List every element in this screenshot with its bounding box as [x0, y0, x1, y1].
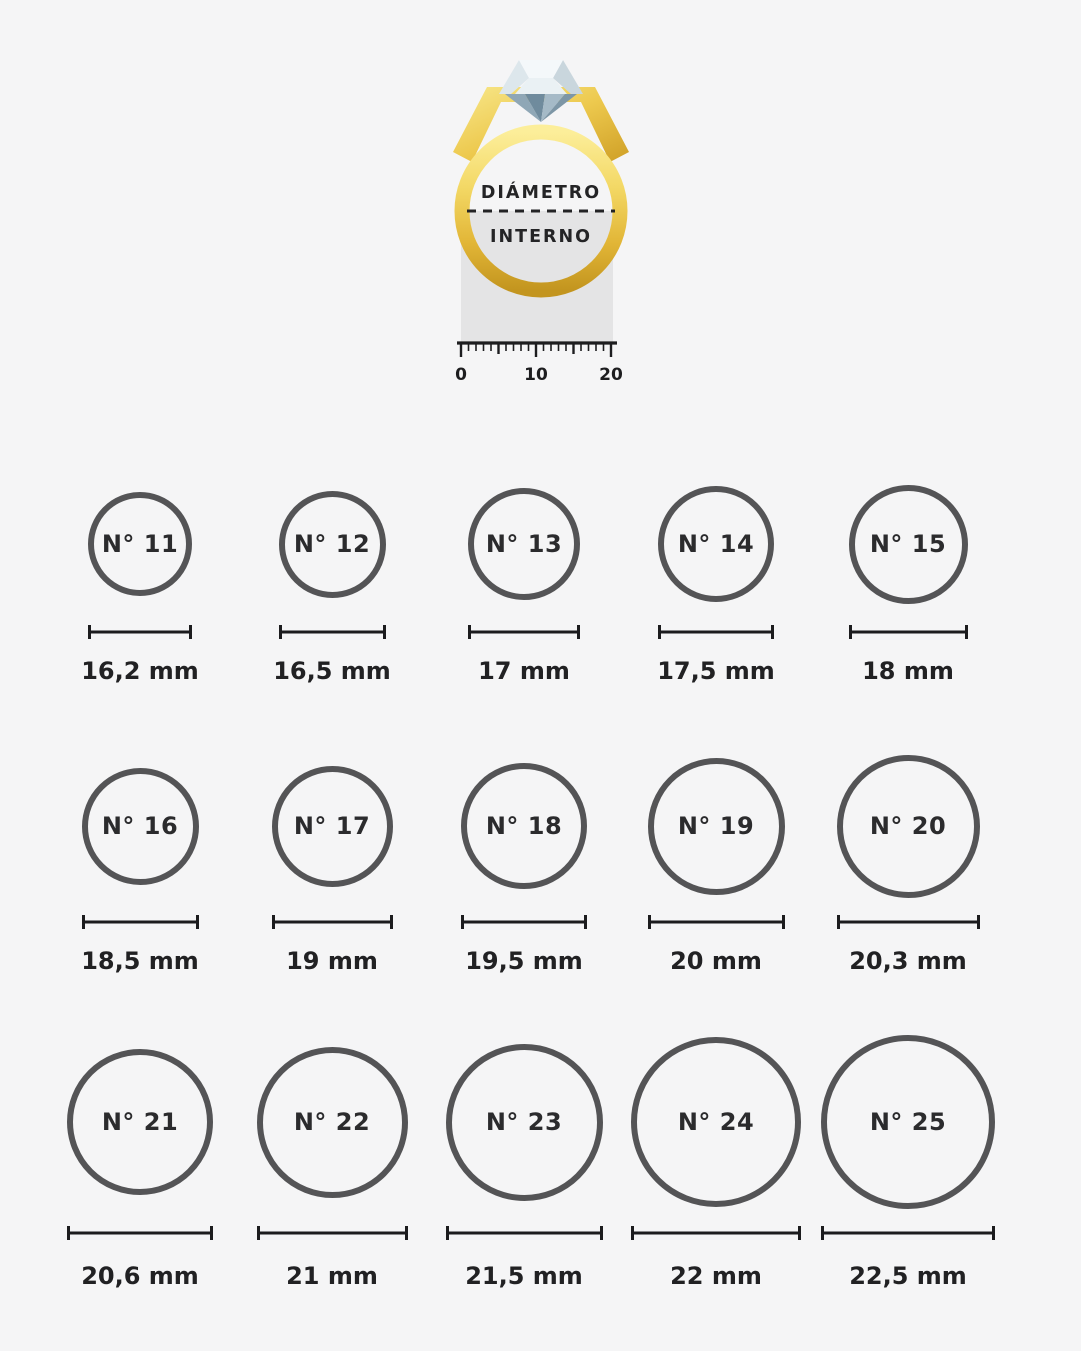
diameter-value-label: 21,5 mm: [465, 1262, 583, 1290]
ruler-label-0: 0: [454, 365, 467, 385]
diameter-value-label: 20,6 mm: [81, 1262, 199, 1290]
ring-size-circle: [837, 755, 980, 898]
ring-size-cell: [812, 756, 1004, 976]
ring-size-circle-wrap: [257, 1034, 408, 1210]
ring-size-circle: [849, 485, 968, 604]
ring-size-number: N° 21: [101, 1108, 179, 1136]
ring-size-circle: [658, 486, 774, 602]
ring-size-cell: [812, 482, 1004, 686]
diameter-measure-line: [461, 915, 587, 929]
ring-size-circle-wrap: [279, 482, 386, 606]
diameter-value-label: 21 mm: [286, 1262, 378, 1290]
diameter-measure-line: [658, 625, 774, 639]
ring-size-circle-wrap: [468, 482, 580, 606]
ring-size-number: N° 15: [869, 530, 947, 558]
ring-size-cell: [620, 482, 812, 686]
ring-size-cell: [44, 1034, 236, 1291]
diameter-measure-line: [849, 625, 968, 639]
diameter-measure-line: [821, 1226, 995, 1240]
ring-size-circle: [88, 492, 192, 596]
diameter-measure-line: [82, 915, 199, 929]
diameter-measure-line: [88, 625, 192, 639]
diameter-value-label: 20,3 mm: [849, 947, 967, 975]
ring-size-circle: [272, 766, 393, 887]
ring-size-circle: [648, 758, 785, 895]
diamond-pavilion-icon: [505, 94, 577, 122]
ring-size-number: N° 22: [293, 1108, 371, 1136]
diameter-measure-line: [648, 915, 785, 929]
ring-size-circle-wrap: [461, 756, 587, 896]
ring-size-circle-wrap: [837, 756, 980, 896]
size-row-1: [44, 482, 1004, 686]
ring-size-circle: [67, 1049, 213, 1195]
diameter-label-bottom: INTERNO: [489, 227, 592, 247]
ring-size-number: N° 23: [485, 1108, 563, 1136]
ring-size-cell: [428, 482, 620, 686]
ring-size-circle-wrap: [67, 1034, 213, 1210]
ring-size-number: N° 12: [293, 530, 371, 558]
ring-size-circle: [821, 1035, 995, 1209]
diameter-value-label: 18 mm: [862, 657, 954, 685]
ring-size-number: N° 14: [677, 530, 755, 558]
ring-size-cell: [236, 756, 428, 976]
ring-size-number: N° 25: [869, 1108, 947, 1136]
ring-size-cell: [44, 756, 236, 976]
ring-size-cell: [236, 482, 428, 686]
diameter-label-top: DIÁMETRO: [480, 183, 601, 203]
ring-size-circle-wrap: [849, 482, 968, 606]
ring-size-circle-wrap: [821, 1034, 995, 1210]
ring-size-number: N° 20: [869, 812, 947, 840]
diameter-measure-line: [272, 915, 393, 929]
diameter-measure-line: [837, 915, 980, 929]
ring-size-circle-wrap: [648, 756, 785, 896]
diameter-value-label: 16,2 mm: [81, 657, 199, 685]
diameter-value-label: 18,5 mm: [81, 947, 199, 975]
diamond-crown-icon: [499, 60, 583, 94]
ruler-ticks: [461, 344, 611, 357]
ring-size-cell: [620, 1034, 812, 1291]
diameter-measure-line: [257, 1226, 408, 1240]
diameter-measure-line: [279, 625, 386, 639]
diameter-value-label: 20 mm: [670, 947, 762, 975]
ring-size-cell: [812, 1034, 1004, 1291]
diameter-measure-line: [446, 1226, 603, 1240]
ring-size-cell: [428, 756, 620, 976]
ring-size-circle-wrap: [446, 1034, 603, 1210]
ring-size-circle-wrap: [272, 756, 393, 896]
ring-size-number: N° 17: [293, 812, 371, 840]
ring-size-number: N° 13: [485, 530, 563, 558]
ring-size-number: N° 19: [677, 812, 755, 840]
ring-size-number: N° 18: [485, 812, 563, 840]
diameter-value-label: 17 mm: [478, 657, 570, 685]
diameter-measure-line: [631, 1226, 801, 1240]
ring-size-circle: [279, 491, 386, 598]
diameter-measure-line: [67, 1226, 213, 1240]
ring-size-cell: [44, 482, 236, 686]
ring-size-circle: [257, 1047, 408, 1198]
ring-size-circle-wrap: [658, 482, 774, 606]
ring-size-number: N° 16: [101, 812, 179, 840]
ring-size-number: N° 24: [677, 1108, 755, 1136]
diameter-value-label: 16,5 mm: [273, 657, 391, 685]
ruler-label-10: 10: [523, 365, 548, 385]
ring-diameter-diagram: [0, 0, 1081, 390]
ring-size-cell: [620, 756, 812, 976]
diameter-measure-line: [468, 625, 580, 639]
ruler-label-20: 20: [598, 365, 623, 385]
size-row-2: [44, 756, 1004, 976]
ring-size-circle: [446, 1044, 603, 1201]
ring-size-circle: [461, 763, 587, 889]
ring-size-circle-wrap: [88, 482, 192, 606]
diameter-value-label: 19 mm: [286, 947, 378, 975]
ring-size-cell: [236, 1034, 428, 1291]
ring-size-number: N° 11: [101, 530, 179, 558]
ring-size-circle-wrap: [82, 756, 199, 896]
ring-size-circle: [468, 488, 580, 600]
diameter-value-label: 22 mm: [670, 1262, 762, 1290]
ring-size-circle: [82, 768, 199, 885]
size-row-3: [44, 1034, 1004, 1291]
diameter-value-label: 22,5 mm: [849, 1262, 967, 1290]
ring-size-cell: [428, 1034, 620, 1291]
ring-size-circle: [631, 1037, 801, 1207]
diameter-value-label: 17,5 mm: [657, 657, 775, 685]
ring-illustration: [421, 46, 661, 390]
diameter-value-label: 19,5 mm: [465, 947, 583, 975]
ring-size-circle-wrap: [631, 1034, 801, 1210]
